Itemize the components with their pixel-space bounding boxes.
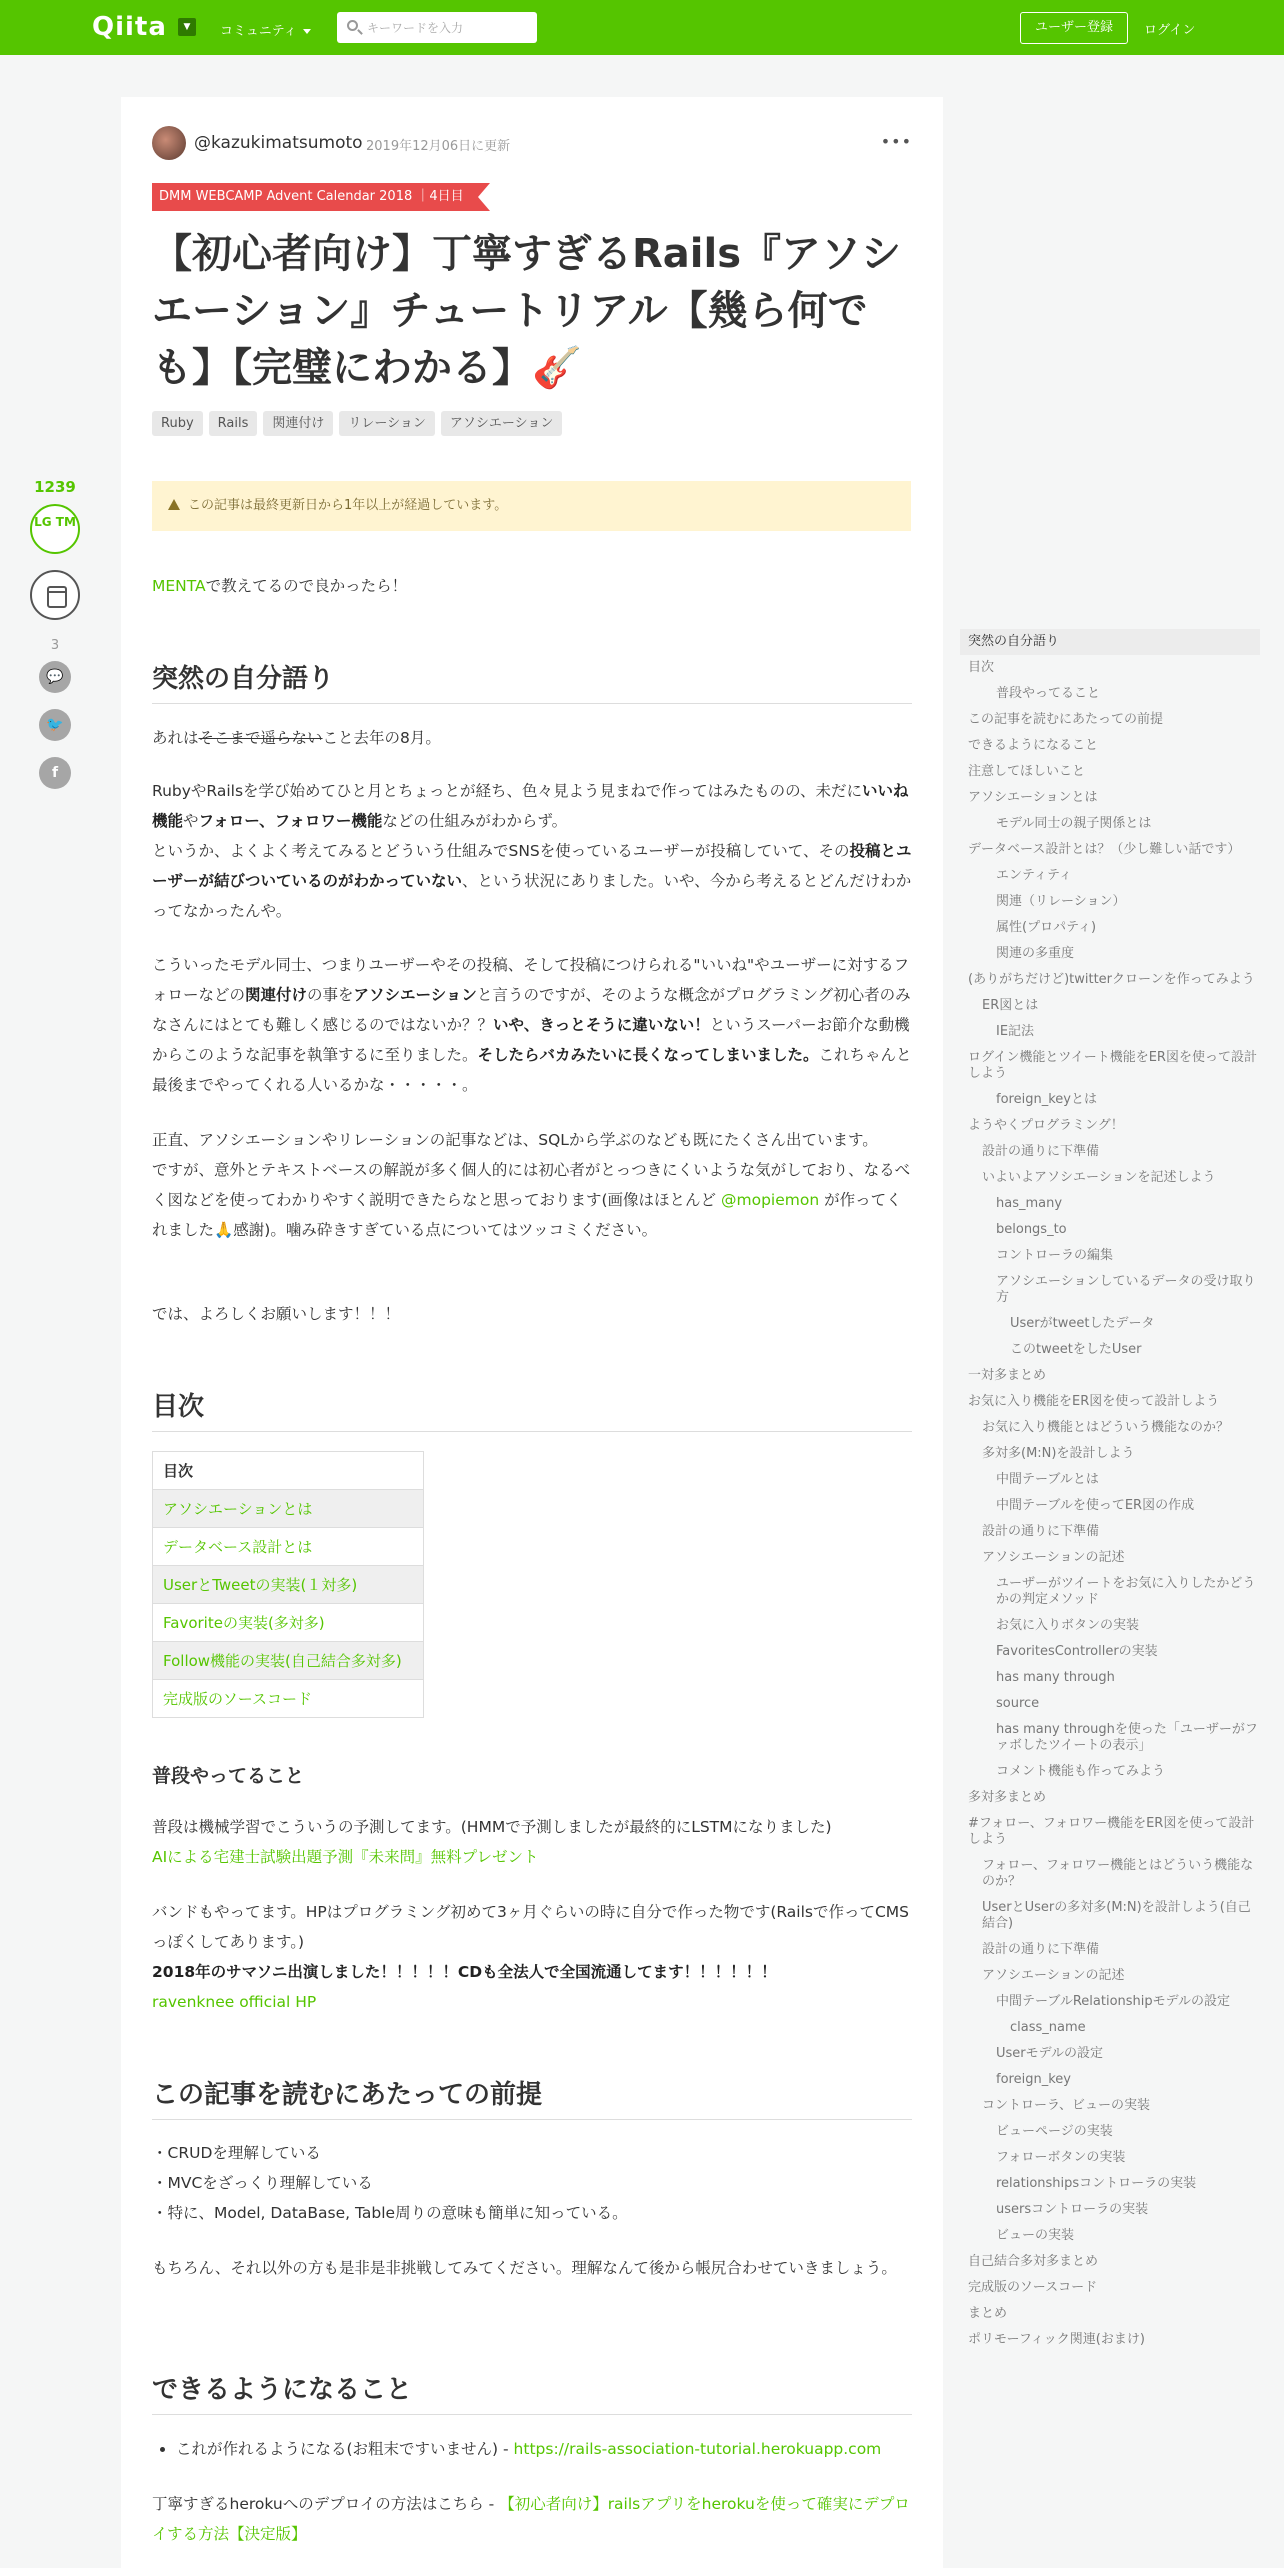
toc-item[interactable]: お気に入り機能をER図を使って設計しよう bbox=[968, 1394, 1220, 1409]
paragraph: RubyやRailsを学び始めてひと月とちょっとが経ち、色々見よう見まねで作ってはみたものの、未だにいいね機能やフォロー、フォロワー機能などの仕組みがわからず。 というか、よくよく考えてみるとどういう仕組みでSNSを使っているユーザーが投稿していて、その投稿とユーザーが結びついているのがわかっていない、という状況にありました。いや、今から考えるとどんだけわかってなかったんや。 bbox=[152, 782, 912, 920]
toc-item[interactable]: ようやくプログラミング！ bbox=[968, 1118, 1124, 1133]
paragraph: バンドもやってます。HPはプログラミング初めて3ヶ月ぐらいの時に自分で作った物です(Railsで作ってCMSっぽくしてあります。) 2018年のサマソニ出演しました！！！！！CDも全法人で全国流通してます！！！！！！ ravenknee official HP bbox=[152, 1903, 910, 2011]
toc-item[interactable]: 設計の通りに下準備 bbox=[982, 1942, 1100, 1957]
toc-item[interactable]: アソシエーションの記述 bbox=[982, 1550, 1125, 1565]
toc-item[interactable]: ビューページの実装 bbox=[996, 2124, 1113, 2139]
toc-item[interactable]: コントローラの編集 bbox=[996, 1248, 1114, 1263]
toc-item[interactable]: relationshipsコントローラの実装 bbox=[996, 2176, 1197, 2191]
toc-item[interactable]: まとめ bbox=[968, 2306, 1008, 2321]
section-heading-prerequisites: この記事を読むにあたっての前提 bbox=[152, 2074, 912, 2120]
qiita-logo[interactable]: Qiita bbox=[92, 12, 167, 42]
chevron-down-icon bbox=[303, 29, 311, 34]
toc-item[interactable]: belongs_to bbox=[996, 1222, 1067, 1237]
tag-item[interactable]: アソシエーション bbox=[441, 411, 562, 436]
toc-item[interactable]: アソシエーションとは bbox=[968, 790, 1098, 805]
search-input[interactable] bbox=[367, 12, 532, 43]
toc-item[interactable]: 目次 bbox=[968, 660, 995, 675]
prerequisite-list bbox=[152, 2138, 912, 2228]
toc-item[interactable]: has_many bbox=[996, 1196, 1063, 1211]
mopiemon-link[interactable]: @mopiemon bbox=[720, 1191, 820, 1209]
toc-item[interactable]: アソシエーションしているデータの受け取り方 bbox=[996, 1274, 1256, 1305]
toc-item[interactable]: 注意してほしいこと bbox=[968, 764, 1086, 779]
tag-item[interactable]: Rails bbox=[209, 411, 258, 436]
toc-item[interactable]: (ありがちだけど)twitterクローンを作ってみよう bbox=[968, 972, 1255, 987]
goal-list bbox=[176, 2434, 906, 2464]
toc-item[interactable]: FavoritesControllerの実装 bbox=[996, 1644, 1158, 1659]
toc-item[interactable]: Userがtweetしたデータ bbox=[1010, 1316, 1155, 1331]
toc-item[interactable]: 中間テーブルとは bbox=[996, 1472, 1099, 1487]
table-row[interactable]: アソシエーションとは bbox=[153, 1490, 424, 1528]
paragraph: もちろん、それ以外の方も是非是非挑戦してみてください。理解なんて後から帳尻合わせていきましょう。 bbox=[152, 2259, 897, 2277]
list-item: • これが作れるようになる(お粗末ですいません) - https://rails-association-tutorial.herokuapp.com bbox=[176, 2434, 906, 2464]
toc-item[interactable]: 関連の多重度 bbox=[996, 946, 1075, 961]
section-heading-self-intro: 突然の自分語り bbox=[152, 658, 912, 704]
toc-item[interactable]: この記事を読むにあたっての前提 bbox=[968, 712, 1164, 727]
paragraph: こういったモデル同士、つまりユーザーやその投稿、そして投稿につけられる"いいね"やユーザーに対するフォローなどの関連付けの事をアソシエーションと言うのですが、そのような概念がプログラミング初心者のみなさんにはとても難しく感じるのではないか？？いや、きっとそうに違いない！というスーパーお節介な動機からこのような記事を執筆するに至りました。そしたらバカみたいに長くなってしまいました。これちゃんと最後までやってくれる人いるかな・・・・・。 bbox=[152, 956, 912, 1094]
community-menu[interactable] bbox=[220, 20, 311, 39]
table-row[interactable]: UserとTweetの実装(１対多) bbox=[153, 1566, 424, 1604]
table-header: 目次 bbox=[153, 1452, 424, 1490]
heroku-deploy-article-link[interactable]: 【初心者向け】railsアプリをherokuを使って確実にデプロイする方法【決定版】 bbox=[152, 2495, 910, 2543]
lgtm-button[interactable]: LG TM bbox=[30, 504, 80, 554]
toc-item[interactable]: コントローラ、ビューの実装 bbox=[982, 2098, 1150, 2113]
lgtm-count: 1239 bbox=[34, 478, 76, 496]
table-row[interactable]: Favoriteの実装(多対多) bbox=[153, 1604, 424, 1642]
tag-item[interactable]: リレーション bbox=[339, 411, 434, 436]
login-link[interactable]: ログイン bbox=[1144, 23, 1196, 38]
paragraph: あれはそこまで遥らないこと去年の8月。 bbox=[152, 729, 441, 747]
comment-count: 3 bbox=[50, 638, 60, 653]
article-title: 【初心者向け】丁寧すぎるRails『アソシエーション』チュートリアル【幾ら何でも】【完璧にわかる】🎸 bbox=[152, 231, 902, 391]
toc-item[interactable]: foreign_keyとは bbox=[996, 1092, 1097, 1107]
toc-item[interactable]: 設計の通りに下準備 bbox=[982, 1144, 1100, 1159]
ravenknee-link[interactable]: ravenknee official HP bbox=[152, 1993, 317, 2011]
toc-item[interactable]: 突然の自分語り bbox=[960, 629, 1260, 655]
toc-item[interactable]: アソシエーションの記述 bbox=[982, 1968, 1125, 1983]
stock-button[interactable] bbox=[30, 570, 80, 620]
community-label: コミュニティ bbox=[220, 24, 297, 39]
author-name[interactable]: @kazukimatsumoto bbox=[194, 133, 363, 153]
toc-item[interactable]: お気に入りボタンの実装 bbox=[996, 1618, 1140, 1633]
toc-item[interactable]: ポリモーフィック関連(おまけ) bbox=[968, 2332, 1145, 2347]
mirai-mon-link[interactable]: AIによる宅建士試験出題予測『未来問』無料プレゼント bbox=[152, 1848, 539, 1866]
toc-item[interactable]: フォローボタンの実装 bbox=[996, 2150, 1126, 2165]
paragraph: 普段は機械学習でこういうの予測してます。(HMMで予測しましたが最終的にLSTMになりました) AIによる宅建士試験出題予測『未来問』無料プレゼント bbox=[152, 1818, 832, 1866]
toc-item[interactable]: このtweetをしたUser bbox=[1010, 1342, 1142, 1357]
tag-item[interactable]: Ruby bbox=[152, 411, 203, 436]
demo-app-link[interactable]: https://rails-association-tutorial.herokuapp.com bbox=[513, 2440, 882, 2458]
toc-item[interactable]: 普段やってること bbox=[996, 686, 1101, 701]
subsection-heading-daily-work: 普段やってること bbox=[152, 1765, 305, 1787]
toc-item[interactable]: モデル同士の親子関係とは bbox=[996, 816, 1152, 831]
twitter-share-icon[interactable]: 🐦 bbox=[39, 709, 71, 741]
paragraph: では、よろしくお願いします！！！ bbox=[152, 1305, 401, 1323]
toc-item[interactable]: 多対多まとめ bbox=[968, 1790, 1047, 1805]
toc-item[interactable]: ビューの実装 bbox=[996, 2228, 1075, 2243]
advent-calendar-ribbon[interactable]: DMM WEBCAMP Advent Calendar 2018 ｜4日目 bbox=[152, 183, 490, 211]
table-row[interactable]: データベース設計とは bbox=[153, 1528, 424, 1566]
toc-table bbox=[152, 1451, 424, 1718]
toc-item[interactable]: #フォロー、フォロワー機能をER図を使って設計しよう bbox=[968, 1816, 1255, 1847]
toc-item[interactable]: 完成版のソースコード bbox=[968, 2280, 1098, 2295]
toc-item[interactable]: 設計の通りに下準備 bbox=[982, 1524, 1100, 1539]
table-row[interactable]: 完成版のソースコード bbox=[153, 1680, 424, 1718]
notice-text: この記事は最終更新日から1年以上が経過しています。 bbox=[188, 498, 508, 513]
toc-item[interactable]: 関連（リレーション） bbox=[996, 894, 1126, 909]
toc-item[interactable]: 中間テーブルを使ってER図の作成 bbox=[996, 1498, 1195, 1513]
toc-item[interactable]: エンティティ bbox=[996, 868, 1072, 883]
avatar[interactable] bbox=[152, 126, 186, 160]
table-row[interactable]: Follow機能の実装(自己結合多対多) bbox=[153, 1642, 424, 1680]
section-heading-goals: できるようになること bbox=[152, 2369, 912, 2415]
global-header bbox=[0, 0, 1284, 55]
paragraph: 正直、アソシエーションやリレーションの記事などは、SQLから学ぶのなども既にたくさん出ています。 ですが、意外とテキストベースの解説が多く個人的には初心者がとっつきにくいような気がしており、なるべく図などを使ってわかりやすく説明できたらなと思っております(画像はほとんど @mopiemon が作ってくれました🙏感謝)。噛み砕きすぎている点についてはツッコミください。 bbox=[152, 1131, 911, 1239]
toc-item[interactable]: できるようになること bbox=[968, 738, 1099, 753]
tag-item[interactable]: 関連付け bbox=[263, 411, 333, 436]
toc-item[interactable]: class_name bbox=[1010, 2020, 1086, 2035]
toc-item[interactable]: フォロー、フォロワー機能とはどういう機能なのか？ bbox=[982, 1858, 1254, 1889]
toc-item[interactable]: foreign_key bbox=[996, 2072, 1071, 2087]
outdated-notice bbox=[152, 481, 911, 531]
toc-item[interactable]: source bbox=[996, 1696, 1040, 1711]
toc-item[interactable]: UserとUserの多対多(M:N)を設計しよう(自己結合) bbox=[982, 1900, 1251, 1931]
list-item: ・特に、Model, DataBase, Table周りの意味も簡単に知っている。 bbox=[152, 2204, 628, 2222]
warning-icon bbox=[168, 499, 180, 510]
signup-button[interactable]: ユーザー登録 bbox=[1020, 12, 1128, 44]
toc-item[interactable]: IE記法 bbox=[996, 1024, 1035, 1039]
author-row bbox=[152, 126, 912, 160]
menta-link[interactable]: MENTA bbox=[152, 577, 206, 595]
side-table-of-contents bbox=[960, 629, 1260, 2353]
toc-item[interactable]: has many through bbox=[996, 1670, 1115, 1685]
toc-item[interactable]: ユーザーがツイートをお気に入りしたかどうかの判定メソッド bbox=[996, 1576, 1256, 1607]
service-menu-icon[interactable]: ▼ bbox=[178, 18, 196, 36]
list-item: ・CRUDを理解している bbox=[152, 2144, 321, 2162]
search-box[interactable] bbox=[337, 12, 537, 43]
section-heading-toc: 目次 bbox=[152, 1386, 912, 1432]
toc-item[interactable]: 自己結合多対多まとめ bbox=[968, 2254, 1099, 2269]
intro-paragraph: MENTAで教えてるので良かったら！ bbox=[152, 577, 408, 595]
comment-icon[interactable]: 💬 bbox=[39, 661, 71, 693]
toc-item[interactable]: 多対多(M:N)を設計しよう bbox=[982, 1446, 1135, 1461]
toc-item[interactable]: usersコントローラの実装 bbox=[996, 2202, 1149, 2217]
toc-item[interactable]: コメント機能も作ってみよう bbox=[996, 1764, 1166, 1779]
toc-item[interactable]: いよいよアソシエーションを記述しよう bbox=[982, 1170, 1216, 1185]
more-options-icon[interactable]: ••• bbox=[880, 132, 912, 151]
paragraph: 丁寧すぎるherokuへのデプロイの方法はこちら - 【初心者向け】railsアプリをherokuを使って確実にデプロイする方法【決定版】 bbox=[152, 2495, 910, 2543]
updated-date: 2019年12月06日に更新 bbox=[366, 139, 511, 154]
toc-item[interactable]: 中間テーブルRelationshipモデルの設定 bbox=[996, 1994, 1230, 2009]
toc-item[interactable]: Userモデルの設定 bbox=[996, 2046, 1103, 2061]
toc-item[interactable]: お気に入り機能とはどういう機能なのか？ bbox=[982, 1420, 1230, 1435]
facebook-share-icon[interactable]: f bbox=[39, 757, 71, 789]
toc-item[interactable]: データベース設計とは？（少し難しい話です） bbox=[968, 842, 1241, 857]
search-icon bbox=[347, 20, 358, 31]
article-actions-rail bbox=[25, 478, 85, 789]
toc-item[interactable]: ER図とは bbox=[982, 998, 1039, 1013]
tag-list bbox=[152, 411, 912, 436]
toc-item[interactable]: ログイン機能とツイート機能をER図を使って設計しよう bbox=[968, 1050, 1257, 1081]
toc-item[interactable]: has many throughを使った「ユーザーがファボしたツイートの表示」 bbox=[996, 1722, 1258, 1753]
list-item: ・MVCをざっくり理解している bbox=[152, 2174, 373, 2192]
toc-item[interactable]: 属性(プロパティ) bbox=[996, 920, 1097, 935]
toc-item[interactable]: 一対多まとめ bbox=[968, 1368, 1047, 1383]
